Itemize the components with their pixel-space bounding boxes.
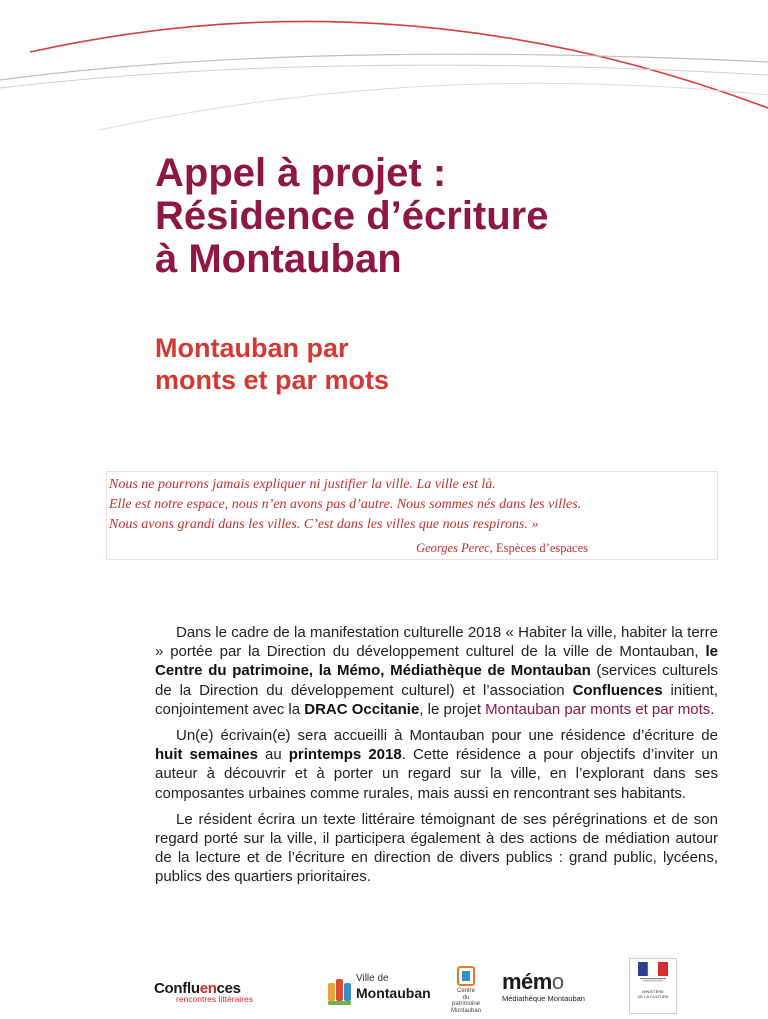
- centre-logo-line-2: du patrimoine: [451, 994, 480, 1007]
- quote-line-2: Elle est notre espace, nous n’en avons pas d’autre. Nous sommes nés dans les villes.: [109, 497, 582, 512]
- confluences-logo-part-3: ces: [216, 980, 241, 997]
- quote-attribution: [416, 541, 588, 556]
- subtitle-line-2: monts et par mots: [155, 365, 390, 395]
- p1-text-5: .: [710, 700, 715, 718]
- p1-project-name: Montauban par monts et par mots: [485, 700, 711, 718]
- ministere-line-2: DE LA CULTURE: [637, 993, 669, 999]
- marianne-icon: [638, 962, 668, 982]
- ville-de-montauban-logo: [326, 973, 438, 1009]
- centre-logo-line-3: Montauban: [450, 1007, 482, 1014]
- curve-grey-2: [0, 65, 768, 88]
- perec-quote-box: [106, 471, 718, 560]
- memo-tagline: Médiathèque Montauban: [502, 994, 585, 1003]
- montauban-logo-name: Montauban: [356, 985, 431, 1001]
- paragraph-1: [155, 623, 718, 719]
- ministere-culture-logo: [629, 958, 677, 1014]
- subtitle-line-1: Montauban par: [155, 333, 349, 363]
- p1-text-1: Dans le cadre de la manifestation culturelle 2018 « Habiter la ville, habiter la terre » portée par la Direction du développement culturel de la ville de Montauban,: [155, 624, 718, 661]
- p2-text-3: . Cette résidence a pour objectifs d’inviter un auteur à découvrir et à porter un regard sur la ville, en l’explorant dans ses composantes urbaines comme rurales, mais aussi en rencontrant ses habitants.: [155, 746, 718, 802]
- memo-logo-part-1: mém: [502, 969, 552, 994]
- curve-grey-1: [0, 54, 768, 80]
- title-line-1: Appel à projet :: [155, 151, 447, 195]
- p2-season: printemps 2018: [288, 746, 402, 764]
- montauban-logo-ville: Ville de: [356, 973, 389, 984]
- confluences-logo-part-2: en: [199, 980, 217, 997]
- quote-line-3: Nous avons grandi dans les villes. C’est dans les villes que nous respirons. »: [109, 517, 539, 532]
- montauban-emblem-icon: [326, 977, 354, 1007]
- memo-logo-part-2: o: [551, 969, 564, 994]
- centre-logo-line-1: Centre: [456, 988, 475, 994]
- partner-logos: [0, 958, 768, 1019]
- p2-text-1: Un(e) écrivain(e) sera accueilli à Montauban pour une résidence d’écriture de: [176, 727, 718, 745]
- paragraph-2: [155, 726, 718, 803]
- title-line-2: Résidence d’écriture: [155, 194, 549, 238]
- p1-drac: DRAC Occitanie: [304, 700, 420, 718]
- p1-text-2: (services culturels de la Direction du développement culturel) et l’association: [155, 662, 718, 699]
- confluences-tagline: rencontres littéraires: [176, 994, 254, 1004]
- page-subtitle: [155, 332, 575, 396]
- quote-book: Espèces d’espaces: [496, 541, 588, 555]
- body-text: [155, 623, 718, 894]
- quote-author: Georges Perec,: [416, 541, 493, 555]
- confluences-logo-part-1: Conflu: [154, 980, 200, 997]
- paragraph-3: Le résident écrira un texte littéraire témoignant de ses pérégrinations et de son regard porté sur la ville, il participera également à des actions de médiation autour de la lecture et de l’écriture en direction de divers publics : grand public, lycéens, publics des quartiers prioritaires.: [155, 810, 718, 886]
- confluences-logo: [154, 980, 253, 1004]
- curve-grey-3: [100, 83, 768, 130]
- p1-text-3: initient, conjointement avec la: [155, 681, 719, 718]
- memo-logo: [502, 970, 612, 1003]
- centre-patrimoine-icon: [457, 966, 475, 986]
- centre-patrimoine-logo: [448, 966, 484, 1016]
- ministere-line-1: MINISTÈRE: [642, 989, 664, 994]
- p2-text-2: au: [257, 746, 289, 764]
- p1-confluences: Confluences: [572, 681, 663, 699]
- p1-partners: le Centre du patrimoine, la Mémo, Médiathèque de Montauban: [155, 643, 718, 680]
- page-title: [155, 152, 715, 281]
- quote-line-1: Nous ne pourrons jamais expliquer ni justifier la ville. La ville est là.: [109, 477, 496, 492]
- decorative-curves: [0, 0, 768, 140]
- p2-duration: huit semaines: [155, 746, 258, 764]
- title-line-3: à Montauban: [155, 237, 402, 281]
- p1-text-4: , le projet: [419, 700, 486, 718]
